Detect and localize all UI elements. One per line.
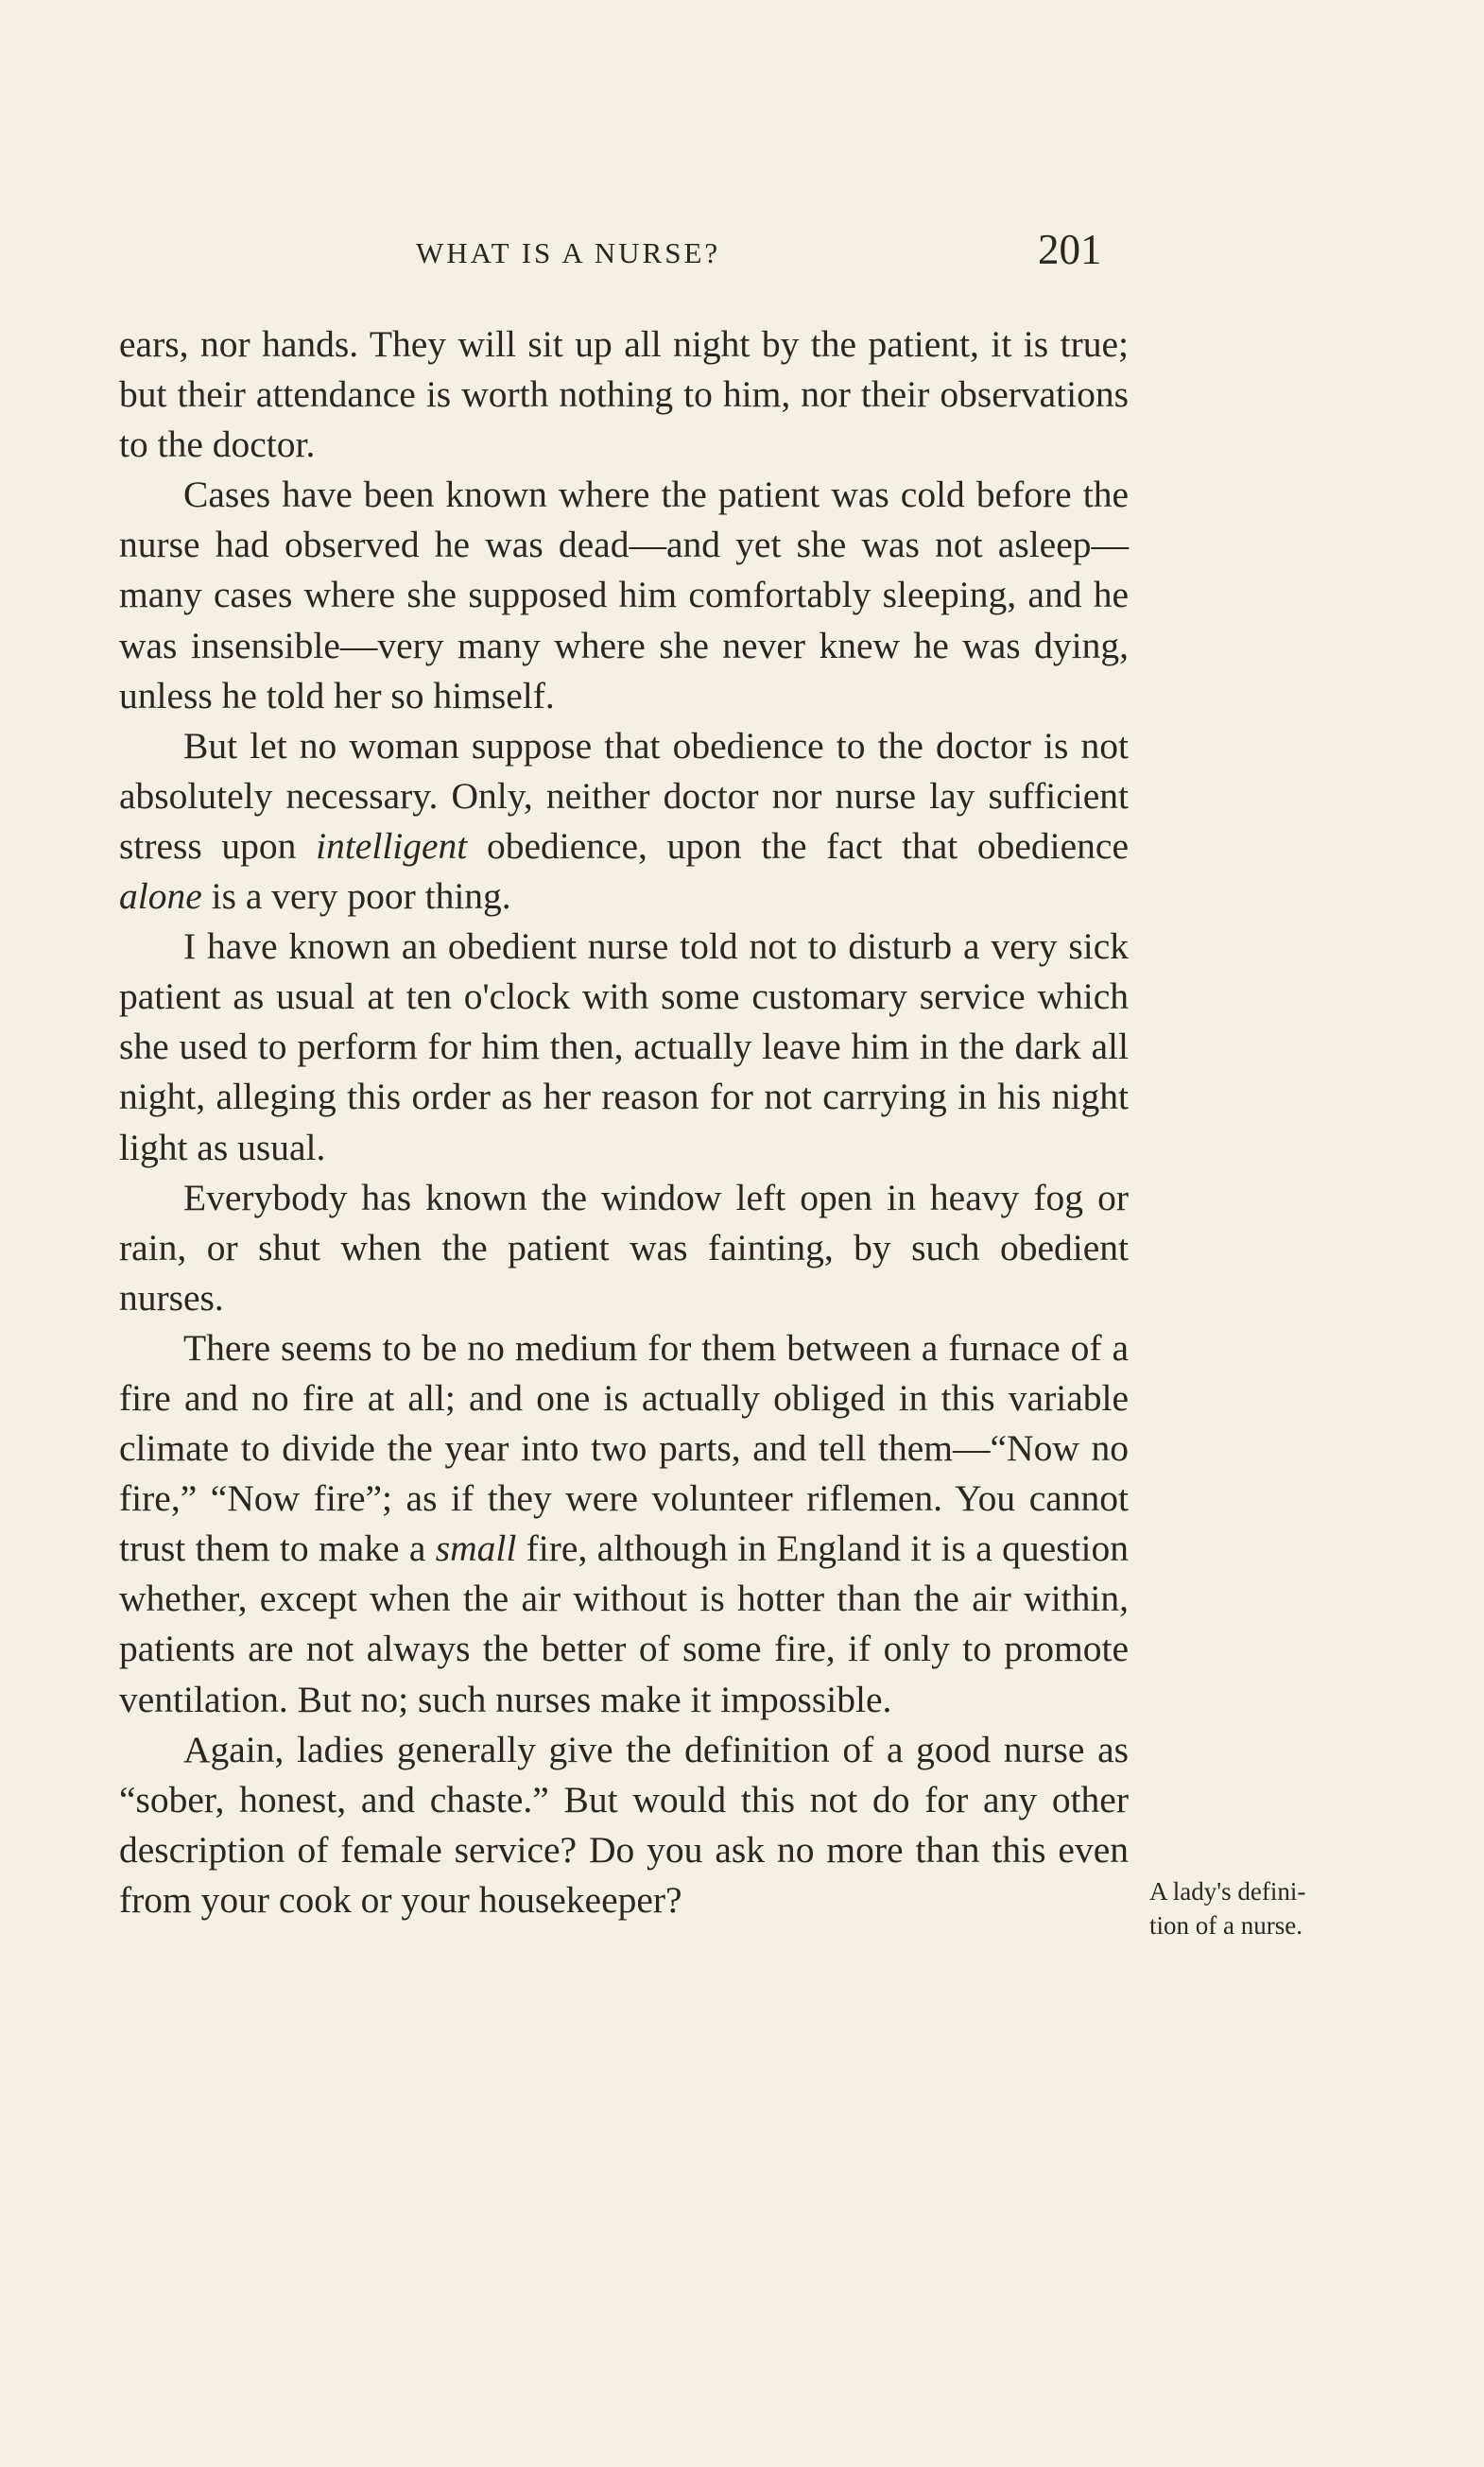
paragraph bbox=[119, 470, 1129, 720]
paragraph-text: obedience, upon the fact that obedience bbox=[467, 824, 1130, 867]
italic-text: small bbox=[435, 1527, 517, 1570]
paragraph-text: Everybody has known the window left open in heavy fog or rain, or shut when the patient was fainting, by such obedient nurses. bbox=[119, 1176, 1129, 1319]
paragraph bbox=[119, 1173, 1129, 1323]
paragraph-text: Again, ladies generally give the definition of a good nurse as “sober, honest, and chaste.” But would this not do for any other description of female service? Do you ask no more than this even from your cook or your housekeeper? bbox=[119, 1728, 1129, 1921]
italic-text: intelligent bbox=[316, 824, 468, 867]
margin-note bbox=[1149, 1874, 1471, 1942]
running-head: WHAT IS A NURSE? bbox=[416, 236, 721, 269]
paragraph bbox=[119, 1725, 1129, 1925]
paragraph-text: There seems to be no medium for them between a furnace of a fire and no fire at all; and one is actually obliged in this variable climate to divide the year into two parts, and tell them—“Now no fire,” “Now fire”; as if they were volunteer riflemen. You cannot trust them to make a bbox=[119, 1326, 1129, 1570]
paragraph-text: I have known an obedient nurse told not to disturb a very sick patient as usual at ten o'clock with some customary service which she used to perform for him then, actually leave him in the dark all night, alleging this order as her reason for not carrying in his night light as usual. bbox=[119, 925, 1129, 1168]
page-number: 201 bbox=[1038, 226, 1102, 273]
page-header bbox=[0, 225, 1484, 282]
margin-note-line: tion of a nurse. bbox=[1149, 1911, 1303, 1940]
paragraph-text: fire, although in England it is a question whether, except when the air without is hotter than the air within, patients are not always the better of some fire, if only to promote ventilation. But no; such nurses make it impossible. bbox=[119, 1527, 1129, 1720]
paragraph-text: But let no woman suppose that obedience to the doctor is not absolutely necessary. Only, neither doctor nor nurse lay sufficient stress upon bbox=[119, 724, 1129, 867]
italic-text: alone bbox=[119, 875, 202, 918]
paragraph bbox=[119, 1323, 1129, 1725]
paragraph-text: Cases have been known where the patient was cold before the nurse had observed he was dead—and yet she was not asleep—many cases where she supposed him comfortably sleeping, and he was insensible—very many where she never knew he was dying, unless he told her so himself. bbox=[119, 474, 1129, 716]
paragraph bbox=[119, 319, 1129, 470]
margin-note-line: A lady's defini- bbox=[1149, 1877, 1306, 1906]
paragraph-text: ears, nor hands. They will sit up all night by the patient, it is true; but their attendance is worth nothing to him, nor their observations to the doctor. bbox=[119, 323, 1129, 466]
body-text bbox=[119, 319, 1129, 1925]
paragraph bbox=[119, 922, 1129, 1172]
paragraph-text: is a very poor thing. bbox=[201, 875, 511, 918]
paragraph bbox=[119, 721, 1129, 922]
